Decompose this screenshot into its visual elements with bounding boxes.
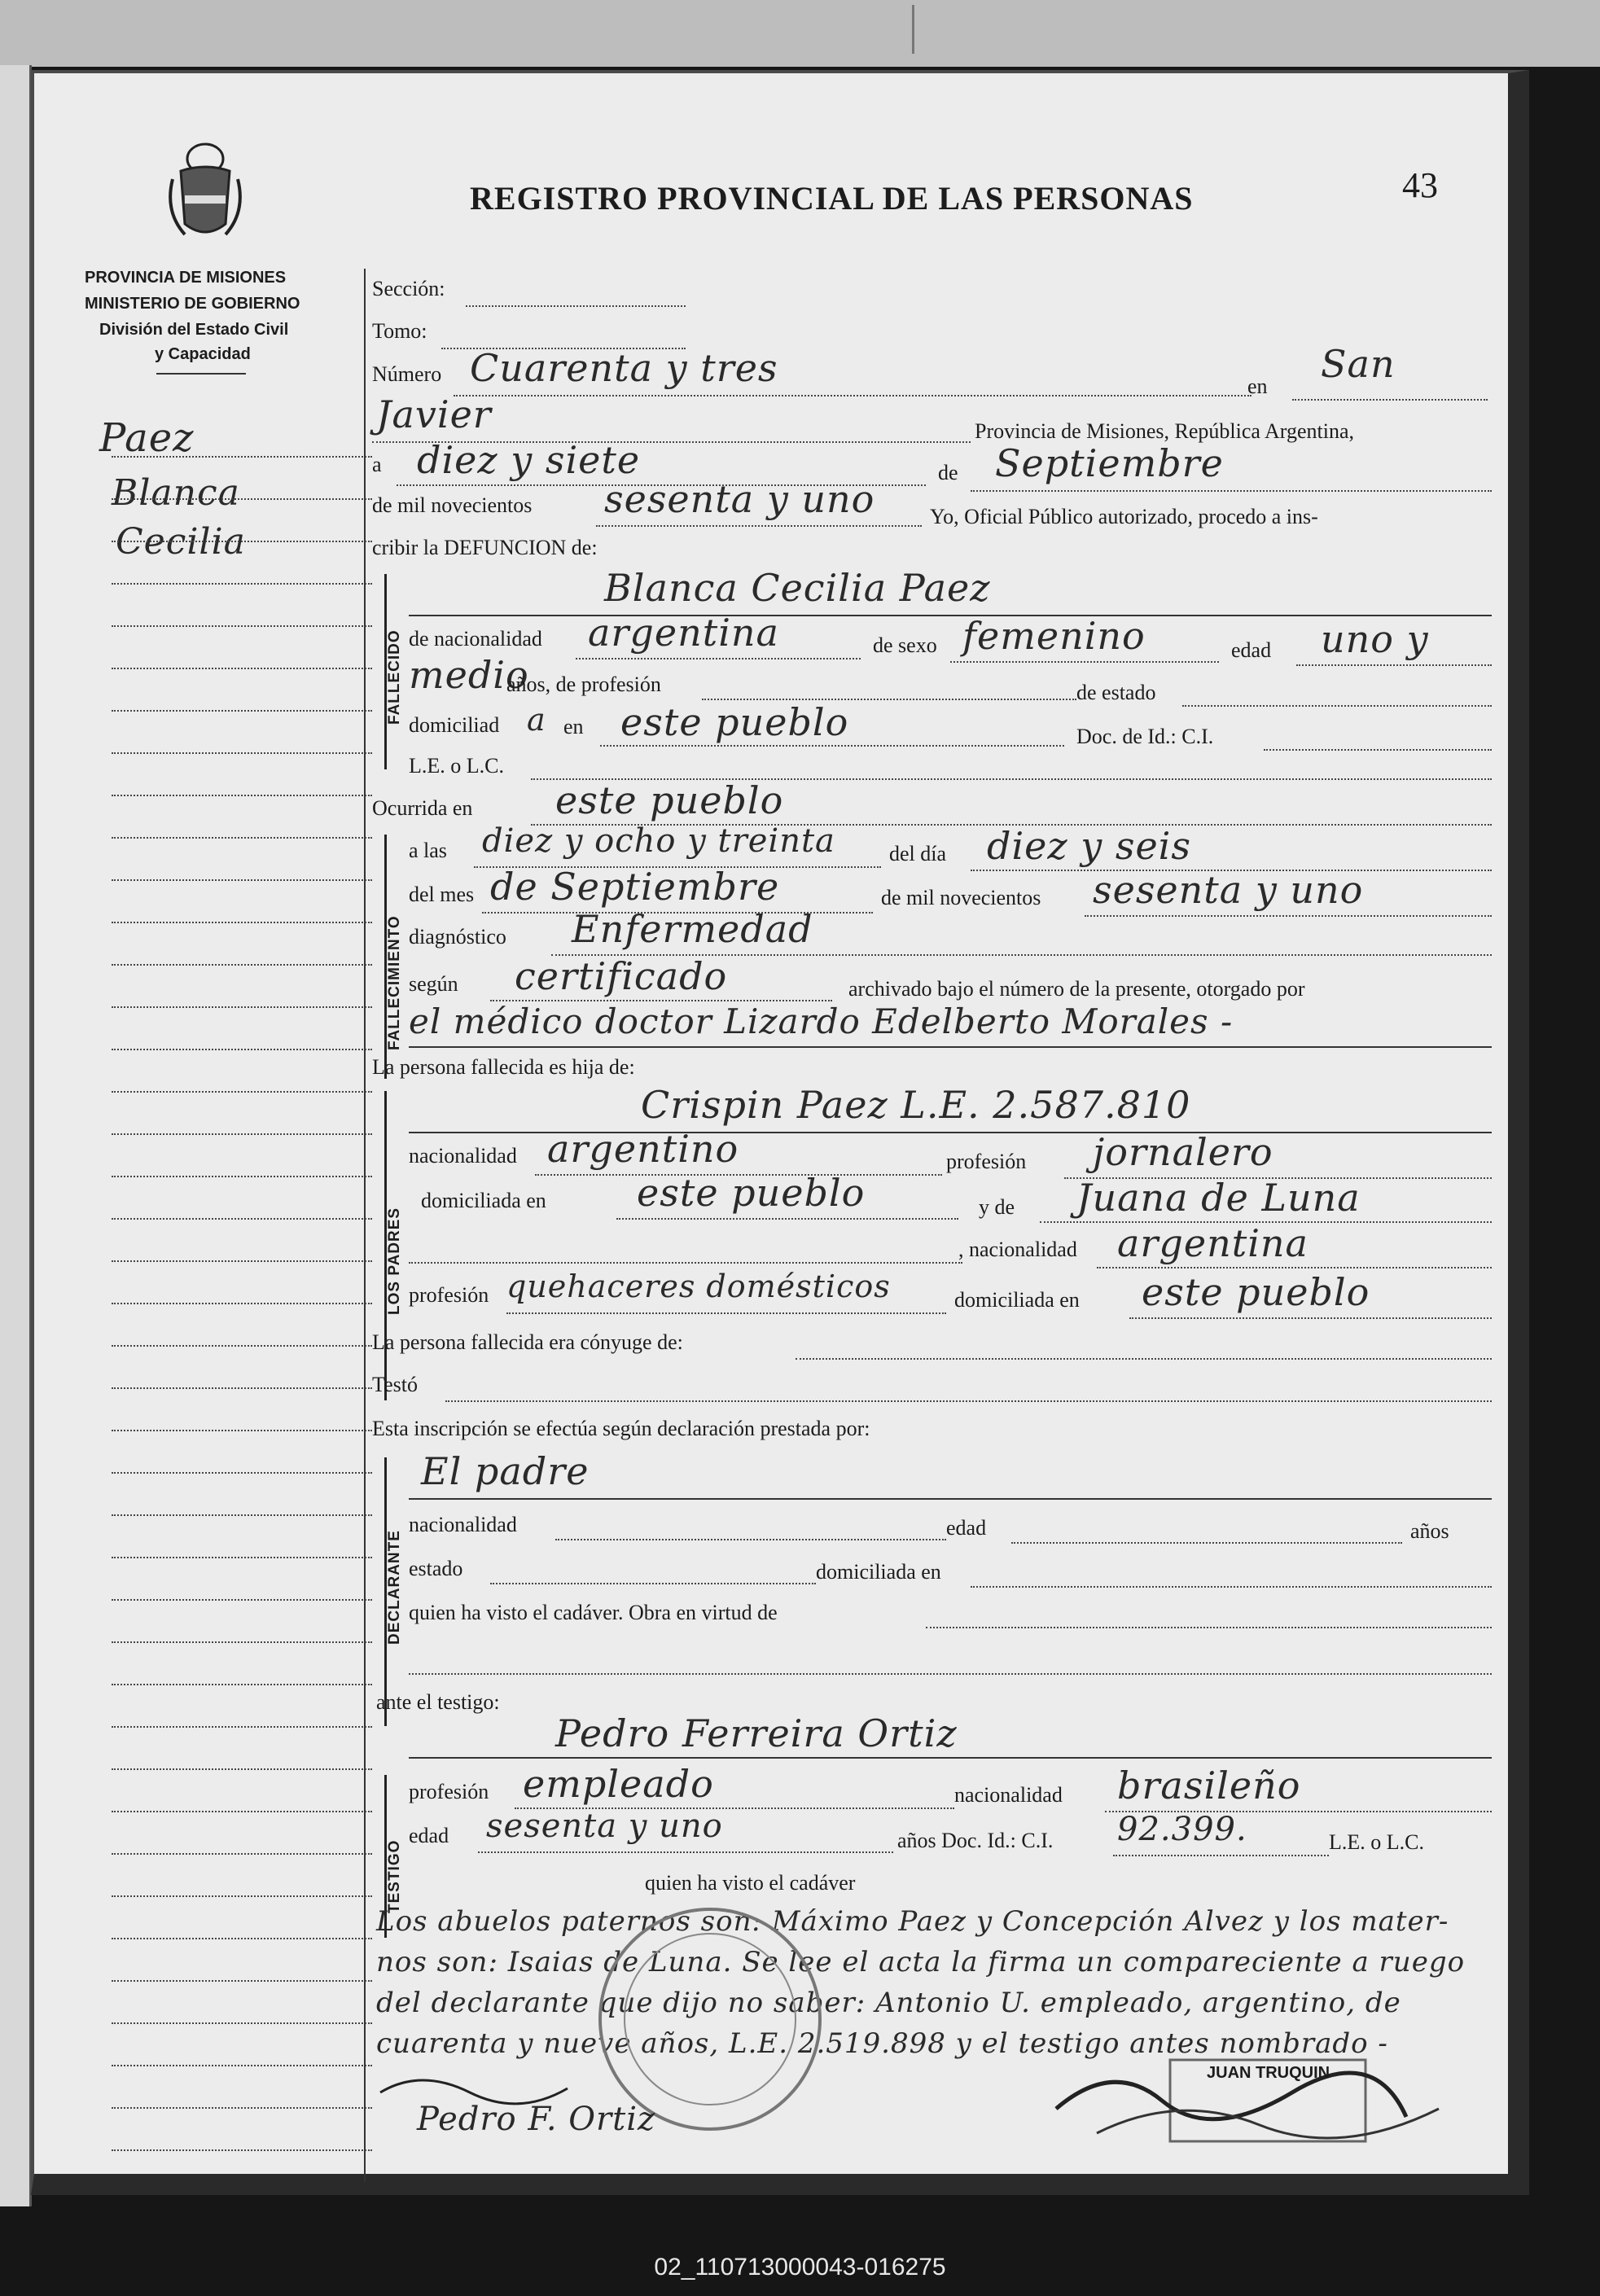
org-line-2: MINISTERIO DE GOBIERNO: [85, 295, 300, 313]
margin-surname: Paez: [99, 415, 195, 461]
margin-ruled-line: [112, 1768, 372, 1770]
label-provincia: Provincia de Misiones, República Argentina,: [975, 419, 1354, 443]
margin-ruled-line: [112, 1641, 372, 1643]
org-line-3: División del Estado Civil: [99, 321, 289, 339]
value-testigo: Pedro Ferreira Ortiz: [555, 1711, 958, 1755]
label-seccion: Sección:: [372, 277, 445, 300]
label-t-edad: edad: [409, 1824, 449, 1847]
certificate-page: [31, 70, 1529, 2195]
signature-testigo: Pedro F. Ortiz: [417, 2101, 656, 2138]
value-anio: sesenta y uno: [604, 477, 875, 521]
label-archivado: archivado bajo el número de la presente, otorgado por: [848, 977, 1305, 1001]
section-fallecimiento: FALLECIMIENTO: [386, 915, 403, 1050]
value-place-2: Javier: [376, 392, 492, 436]
margin-ruled-line: [112, 1684, 372, 1685]
label-hija-de: La persona fallecida es hija de:: [372, 1055, 635, 1079]
margin-ruled-line: [112, 1430, 372, 1431]
margin-ruled-line: [112, 456, 372, 458]
line-doc-id: [1264, 749, 1492, 751]
label-d-estado: estado: [409, 1557, 463, 1580]
line-numero: [454, 395, 1252, 397]
margin-ruled-line: [112, 1387, 372, 1389]
label-doc-id: Doc. de Id.: C.I.: [1076, 725, 1214, 748]
margin-ruled-line: [112, 1811, 372, 1812]
line-domicilio: [600, 745, 1064, 747]
label-t-cadaver: quien ha visto el cadáver: [645, 1871, 856, 1895]
value-nombre: Blanca Cecilia Paez: [604, 566, 991, 610]
value-t-ci: 92.399.: [1117, 1811, 1247, 1848]
margin-ruled-line: [112, 795, 372, 796]
line-anio: [596, 525, 922, 527]
line-padre-dom: [616, 1218, 958, 1220]
label-declaracion: Esta inscripción se efectúa según declaración prestada por:: [372, 1417, 870, 1440]
line-d-dom: [971, 1586, 1492, 1588]
label-madre-prof: profesión: [409, 1283, 489, 1307]
margin-name-2: Cecilia: [116, 521, 246, 563]
value-madre-nac: argentina: [1117, 1221, 1308, 1265]
org-line-4: y Capacidad: [155, 345, 251, 363]
line-testigo: [409, 1757, 1492, 1759]
value-declarante: El padre: [421, 1449, 590, 1493]
line-anio-fall: [1085, 915, 1492, 917]
label-le-lc: L.E. o L.C.: [409, 754, 504, 778]
value-padre: Crispin Paez L.E. 2.587.810: [641, 1083, 1191, 1127]
value-domicilio: este pueblo: [620, 700, 849, 744]
label-a-las: a las: [409, 839, 447, 862]
label-sexo: de sexo: [873, 633, 937, 657]
label-padre-nac: nacionalidad: [409, 1144, 517, 1168]
line-d-cadaver: [926, 1627, 1492, 1628]
note-line-1: Los abuelos paternos son: Máximo Paez y Concepción Alvez y los mater-: [376, 1905, 1449, 1938]
margin-ruled-line: [112, 2149, 372, 2151]
value-domiciliad-suffix: a: [527, 702, 546, 738]
line-declarante: [409, 1498, 1492, 1500]
section-padres: LOS PADRES: [386, 1207, 403, 1315]
label-ocurrida: Ocurrida en: [372, 796, 473, 820]
label-t-doc: años Doc. Id.: C.I.: [897, 1829, 1054, 1852]
left-page-edge: [0, 65, 32, 2206]
org-line-1: PROVINCIA DE MISIONES: [85, 269, 287, 287]
line-d-extra: [409, 1673, 1492, 1675]
label-tomo: Tomo:: [372, 319, 427, 343]
section-testigo: TESTIGO: [386, 1839, 403, 1913]
value-ocurrida: este pueblo: [555, 778, 784, 822]
value-madre-dom: este pueblo: [1142, 1270, 1370, 1314]
label-numero: Número: [372, 362, 442, 386]
label-t-nac: nacionalidad: [954, 1783, 1063, 1807]
top-mark: [912, 5, 1175, 54]
value-edad-2: medio: [409, 653, 529, 697]
label-mil-nov: de mil novecientos: [881, 886, 1041, 909]
page-title: REGISTRO PROVINCIAL DE LAS PERSONAS: [470, 180, 1194, 217]
note-line-3: del declarante que dijo no saber: Antonio U. empleado, argentino, de: [376, 1987, 1401, 2019]
margin-ruled-line: [112, 1345, 372, 1347]
margin-ruled-line: [112, 541, 372, 542]
value-t-prof: empleado: [523, 1762, 714, 1806]
label-estado: de estado: [1076, 681, 1156, 704]
label-d-edad: edad: [946, 1516, 987, 1540]
label-padre-dom: domiciliada en: [421, 1189, 546, 1212]
label-y-de: y de: [979, 1195, 1015, 1219]
label-de: de: [938, 461, 958, 484]
label-d-nac: nacionalidad: [409, 1513, 517, 1536]
label-ante-testigo: ante el testigo:: [376, 1690, 500, 1714]
value-en: San: [1321, 342, 1396, 386]
label-del-mes: del mes: [409, 883, 475, 906]
margin-ruled-line: [112, 2022, 372, 2024]
line-conyuge: [796, 1358, 1492, 1360]
label-en-dom: en: [563, 715, 584, 738]
line-nombre: [409, 615, 1492, 616]
label-cribir: cribir la DEFUNCION de:: [372, 536, 598, 559]
line-estado: [1182, 705, 1492, 707]
margin-ruled-line: [112, 1514, 372, 1516]
margin-ruled-line: [112, 1260, 372, 1262]
value-madre: Juana de Luna: [1076, 1176, 1361, 1220]
line-testo: [445, 1400, 1492, 1402]
label-edad: edad: [1231, 638, 1272, 662]
value-t-nac: brasileño: [1117, 1764, 1301, 1807]
line-mes: [971, 490, 1492, 492]
line-madre-nac: [1097, 1267, 1492, 1268]
margin-ruled-line: [112, 668, 372, 669]
org-underline: [156, 373, 246, 375]
value-diagnostico: Enfermedad: [572, 907, 813, 951]
label-nacionalidad: de nacionalidad: [409, 627, 542, 651]
margin-ruled-line: [112, 625, 372, 627]
margin-ruled-line: [112, 2065, 372, 2066]
margin-ruled-line: [112, 964, 372, 966]
margin-ruled-line: [112, 1472, 372, 1474]
margin-ruled-line: [112, 1557, 372, 1558]
label-d-dom: domiciliada en: [816, 1560, 941, 1584]
value-madre-prof: quehaceres domésticos: [506, 1268, 891, 1304]
footer-bar: [0, 2247, 1600, 2296]
label-en: en: [1247, 375, 1268, 398]
label-de-mil: de mil novecientos: [372, 493, 533, 517]
line-seccion: [466, 305, 686, 307]
label-madre-dom: domiciliada en: [954, 1288, 1080, 1312]
line-en: [1292, 399, 1488, 401]
margin-ruled-line: [112, 1853, 372, 1855]
margin-ruled-line: [112, 1895, 372, 1897]
label-a: a: [372, 453, 382, 476]
coat-of-arms-icon: [160, 130, 250, 244]
margin-ruled-line: [112, 710, 372, 712]
margin-ruled-line: [112, 1091, 372, 1093]
stamp-name: JUAN TRUQUIN: [1207, 2064, 1330, 2082]
margin-ruled-line: [112, 1726, 372, 1728]
value-mes-fall: de Septiembre: [490, 865, 780, 909]
label-domiciliad: domiciliad: [409, 713, 500, 737]
value-medico: el médico doctor Lizardo Edelberto Morales -: [409, 1001, 1234, 1041]
margin-ruled-line: [112, 837, 372, 839]
label-yo-oficial: Yo, Oficial Público autorizado, procedo a ins-: [930, 505, 1318, 528]
label-anos-profesion: años, de profesión: [506, 673, 661, 696]
value-hora: diez y ocho y treinta: [482, 822, 835, 860]
line-madre-dom: [1129, 1317, 1492, 1319]
label-del-dia: del día: [889, 842, 947, 865]
margin-ruled-line: [112, 1599, 372, 1601]
line-nacionalidad: [576, 658, 861, 659]
value-padre-dom: este pueblo: [637, 1171, 866, 1215]
label-testo: Testó: [372, 1373, 418, 1396]
line-t-edad: [478, 1851, 893, 1853]
margin-ruled-line: [112, 498, 372, 500]
line-d-edad: [1011, 1542, 1402, 1544]
value-t-edad: sesenta y uno: [486, 1807, 723, 1845]
margin-ruled-line: [112, 1980, 372, 1982]
document-id: 02_110713000043-016275: [654, 2254, 946, 2281]
value-padre-nac: argentino: [547, 1127, 739, 1171]
margin-ruled-line: [112, 1176, 372, 1177]
line-d-estado: [490, 1583, 816, 1584]
value-dia: diez y siete: [417, 438, 641, 482]
margin-ruled-line: [112, 752, 372, 754]
label-d-anos: años: [1410, 1519, 1449, 1543]
line-edad: [1296, 664, 1492, 666]
margin-ruled-line: [112, 879, 372, 881]
value-anio-fall: sesenta y uno: [1093, 868, 1364, 912]
value-nacionalidad: argentina: [588, 611, 779, 655]
margin-ruled-line: [112, 1218, 372, 1220]
label-diagnostico: diagnóstico: [409, 925, 506, 949]
margin-ruled-line: [112, 1938, 372, 1939]
line-sexo: [950, 661, 1219, 663]
note-line-2: nos son: Isaias de Luna. Se lee el acta la firma un compareciente a ruego: [376, 1946, 1466, 1978]
margin-ruled-line: [112, 922, 372, 923]
label-conyuge: La persona fallecida era cónyuge de:: [372, 1330, 683, 1354]
line-madre-prof: [506, 1312, 946, 1314]
value-mes: Septiembre: [995, 441, 1224, 485]
margin-ruled-line: [112, 1049, 372, 1050]
margin-name-1: Blanca: [112, 472, 240, 514]
line-t-ci: [1113, 1855, 1329, 1856]
note-line-4: cuarenta y nueve años, L.E. 2.519.898 y el testigo antes nombrado -: [376, 2027, 1388, 2060]
margin-ruled-line: [112, 2107, 372, 2109]
label-t-prof: profesión: [409, 1780, 489, 1803]
margin-ruled-line: [112, 1303, 372, 1304]
label-padre-prof: profesión: [946, 1150, 1027, 1173]
line-madre-extra: [409, 1262, 962, 1264]
label-madre-nac: , nacionalidad: [958, 1238, 1077, 1261]
signature-stamp-icon: [1048, 2044, 1471, 2166]
label-t-le: L.E. o L.C.: [1329, 1830, 1424, 1854]
margin-ruled-line: [112, 1006, 372, 1008]
section-declarante: DECLARANTE: [386, 1530, 403, 1645]
line-d-nac: [555, 1539, 946, 1540]
margin-ruled-line: [112, 1133, 372, 1135]
value-edad: uno y: [1321, 617, 1429, 661]
section-fallecido: FALLECIDO: [386, 629, 403, 725]
label-d-cadaver: quien ha visto el cadáver. Obra en virtud de: [409, 1601, 778, 1624]
top-edge: [0, 0, 1600, 67]
value-segun: certificado: [515, 954, 728, 998]
value-padre-prof: jornalero: [1093, 1130, 1273, 1174]
value-dia-fall: diez y seis: [987, 824, 1191, 868]
value-numero: Cuarenta y tres: [470, 346, 778, 390]
line-medico: [409, 1046, 1492, 1048]
label-segun: según: [409, 972, 458, 996]
value-sexo: femenino: [962, 614, 1146, 658]
page-number: 43: [1402, 165, 1438, 205]
margin-ruled-line: [112, 583, 372, 585]
